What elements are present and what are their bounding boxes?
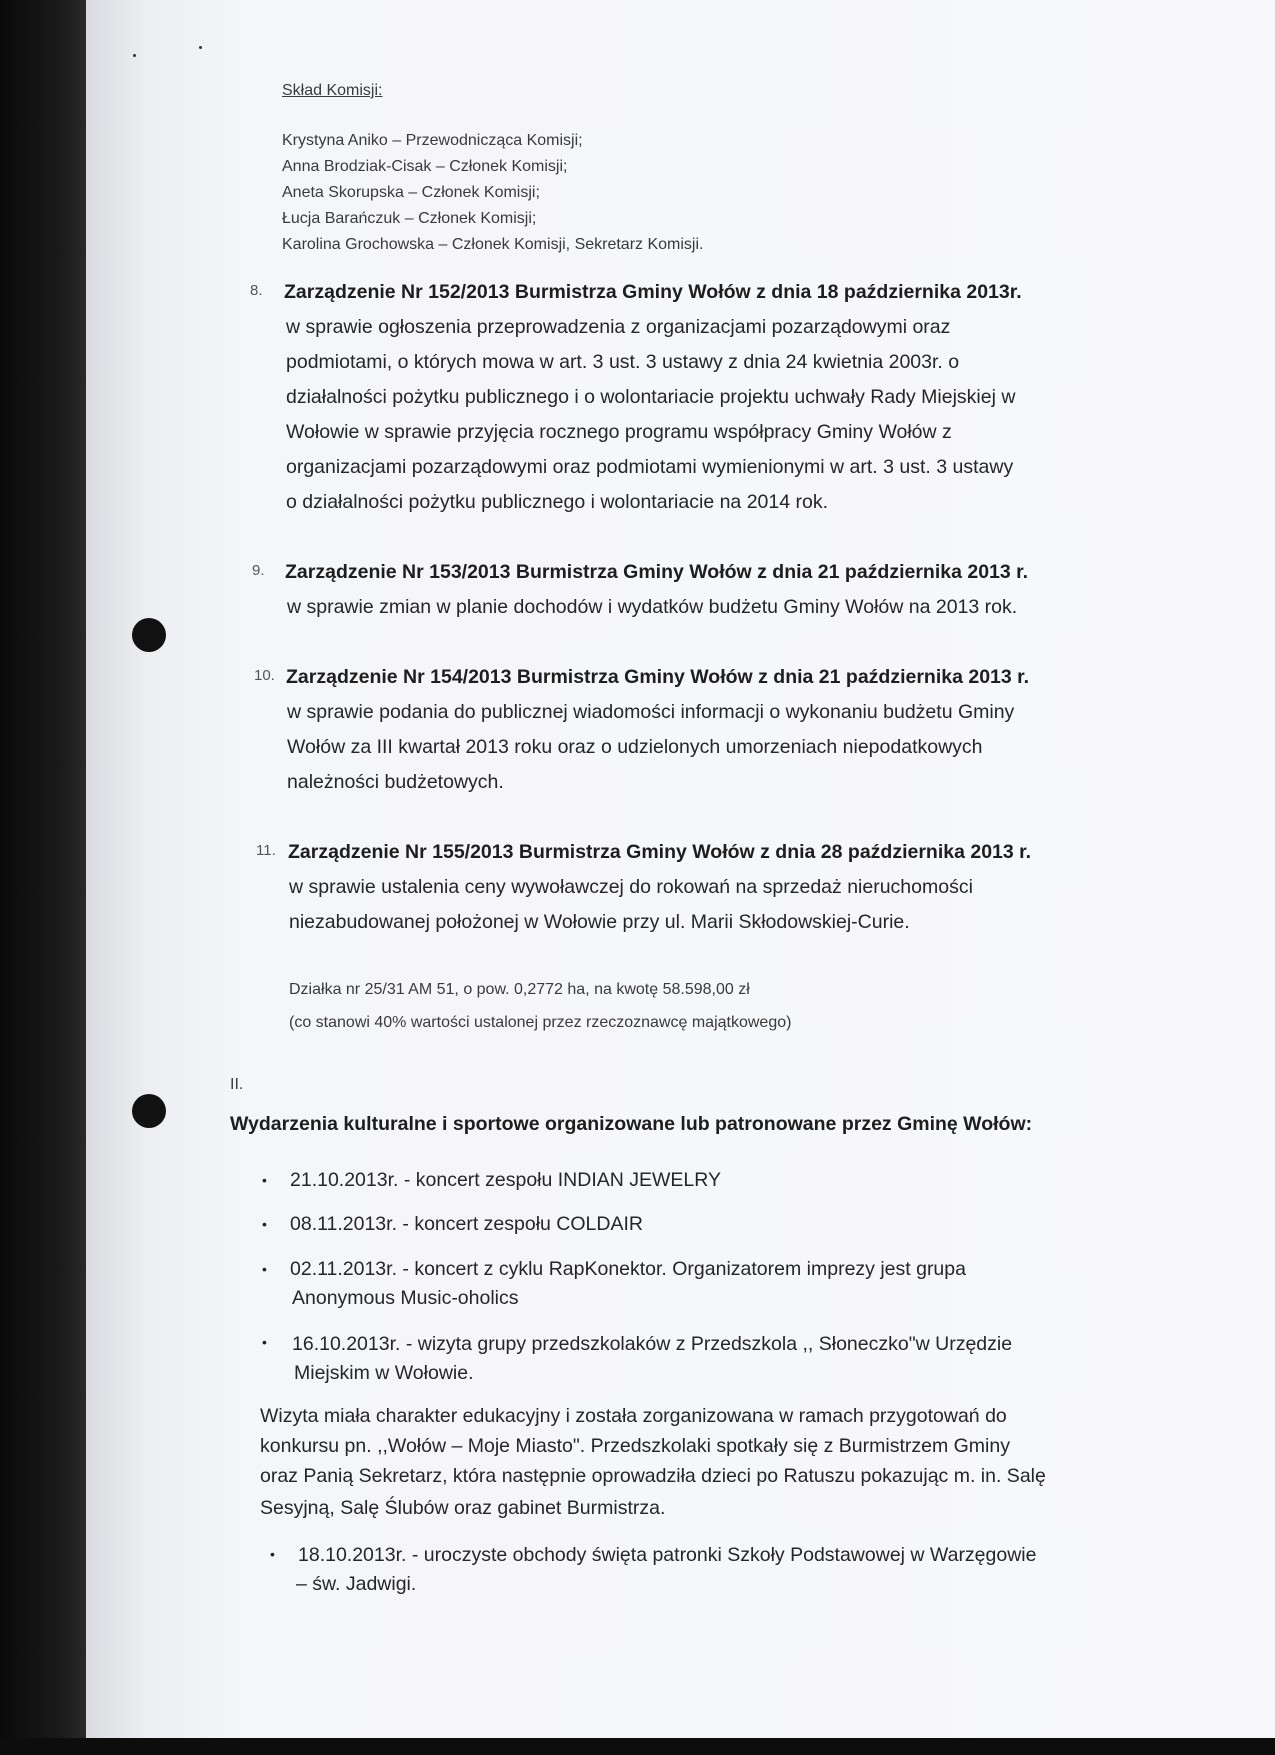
- item-line: o działalności pożytku publicznego i wolontariacie na 2014 rok.: [286, 491, 828, 513]
- visit-description: oraz Panią Sekretarz, która następnie oprowadziła dzieci po Ratuszu pokazując m. in. Salę: [260, 1465, 1046, 1487]
- visit-description: konkursu pn. ,,Wołów – Moje Miasto". Przedszkolaki spotkały się z Burmistrzem Gminy: [260, 1435, 1010, 1457]
- item-line: w sprawie podania do publicznej wiadomości informacji o wykonaniu budżetu Gminy: [287, 701, 1015, 723]
- scan-bottom-edge: [0, 1738, 1275, 1755]
- item-line: organizacjami pozarządowymi oraz podmiotami wymienionymi w art. 3 ust. 3 ustawy: [286, 456, 1014, 478]
- item-line: w sprawie zmian w planie dochodów i wydatków budżetu Gminy Wołów na 2013 rok.: [287, 596, 1018, 618]
- item-title: Zarządzenie Nr 152/2013 Burmistrza Gminy Wołów z dnia 18 października 2013r.: [284, 281, 1022, 303]
- committee-member: Aneta Skorupska – Członek Komisji;: [282, 184, 540, 201]
- committee-member: Łucja Barańczuk – Członek Komisji;: [282, 210, 537, 227]
- bullet-icon: •: [262, 1172, 267, 1188]
- visit-description: Wizyta miała charakter edukacyjny i została zorganizowana w ramach przygotowań do: [260, 1405, 1007, 1427]
- event-item: 16.10.2013r. - wizyta grupy przedszkolaków z Przedszkola ,, Słoneczko"w Urzędzie: [292, 1333, 1013, 1355]
- punch-hole-bottom: [132, 1094, 166, 1128]
- item-title: Zarządzenie Nr 154/2013 Burmistrza Gminy Wołów z dnia 21 października 2013 r.: [286, 666, 1030, 688]
- parcel-note: Działka nr 25/31 AM 51, o pow. 0,2772 ha, na kwotę 58.598,00 zł: [289, 981, 750, 998]
- event-item-continued: Anonymous Music-oholics: [292, 1287, 519, 1309]
- item-line: Wołowie w sprawie przyjęcia rocznego programu współpracy Gminy Wołów z: [286, 421, 952, 443]
- item-line: należności budżetowych.: [287, 771, 504, 793]
- item-line: w sprawie ustalenia ceny wywoławczej do rokowań na sprzedaż nieruchomości: [289, 876, 973, 898]
- item-title: Zarządzenie Nr 153/2013 Burmistrza Gminy Wołów z dnia 21 października 2013 r.: [285, 561, 1029, 583]
- visit-description: Sesyjną, Salę Ślubów oraz gabinet Burmistrza.: [260, 1497, 666, 1519]
- committee-heading: Skład Komisji:: [282, 82, 383, 99]
- item-number: 9.: [252, 562, 265, 579]
- bullet-icon: •: [262, 1216, 267, 1232]
- punch-hole-top: [132, 618, 166, 652]
- event-item: 21.10.2013r. - koncert zespołu INDIAN JEWELRY: [290, 1169, 722, 1191]
- bullet-icon: •: [270, 1546, 275, 1562]
- scan-speck: [133, 54, 136, 57]
- committee-member: Krystyna Aniko – Przewodnicząca Komisji;: [282, 132, 583, 149]
- parcel-note: (co stanowi 40% wartości ustalonej przez rzeczoznawcę majątkowego): [289, 1014, 792, 1031]
- event-item-continued: – św. Jadwigi.: [296, 1573, 417, 1595]
- item-line: podmiotami, o których mowa w art. 3 ust. 3 ustawy z dnia 24 kwietnia 2003r. o: [286, 351, 960, 373]
- event-item: 08.11.2013r. - koncert zespołu COLDAIR: [290, 1213, 643, 1235]
- item-line: działalności pożytku publicznego i o wolontariacie projektu uchwały Rady Miejskiej w: [286, 386, 1016, 408]
- item-number: 8.: [250, 282, 263, 299]
- item-number: 11.: [256, 842, 276, 859]
- scan-speck: [199, 46, 202, 49]
- item-title: Zarządzenie Nr 155/2013 Burmistrza Gminy Wołów z dnia 28 października 2013 r.: [288, 841, 1032, 863]
- event-item-continued: Miejskim w Wołowie.: [294, 1362, 474, 1384]
- item-number: 10.: [254, 667, 275, 684]
- bullet-icon: •: [262, 1334, 267, 1350]
- bullet-icon: •: [262, 1261, 267, 1277]
- item-line: w sprawie ogłoszenia przeprowadzenia z organizacjami pozarządowymi oraz: [286, 316, 951, 338]
- committee-member: Anna Brodziak-Cisak – Członek Komisji;: [282, 158, 568, 175]
- event-item: 02.11.2013r. - koncert z cyklu RapKonektor. Organizatorem imprezy jest grupa: [290, 1258, 966, 1280]
- item-line: niezabudowanej położonej w Wołowie przy ul. Marii Skłodowskiej-Curie.: [289, 911, 910, 933]
- section-number: II.: [230, 1076, 244, 1093]
- scan-dark-edge: [0, 0, 86, 1755]
- section-heading: Wydarzenia kulturalne i sportowe organizowane lub patronowane przez Gminę Wołów:: [230, 1113, 1033, 1135]
- item-line: Wołów za III kwartał 2013 roku oraz o udzielonych umorzeniach niepodatkowych: [287, 736, 983, 758]
- committee-member: Karolina Grochowska – Członek Komisji, Sekretarz Komisji.: [282, 236, 704, 253]
- event-item: 18.10.2013r. - uroczyste obchody święta patronki Szkoły Podstawowej w Warzęgowie: [298, 1544, 1037, 1566]
